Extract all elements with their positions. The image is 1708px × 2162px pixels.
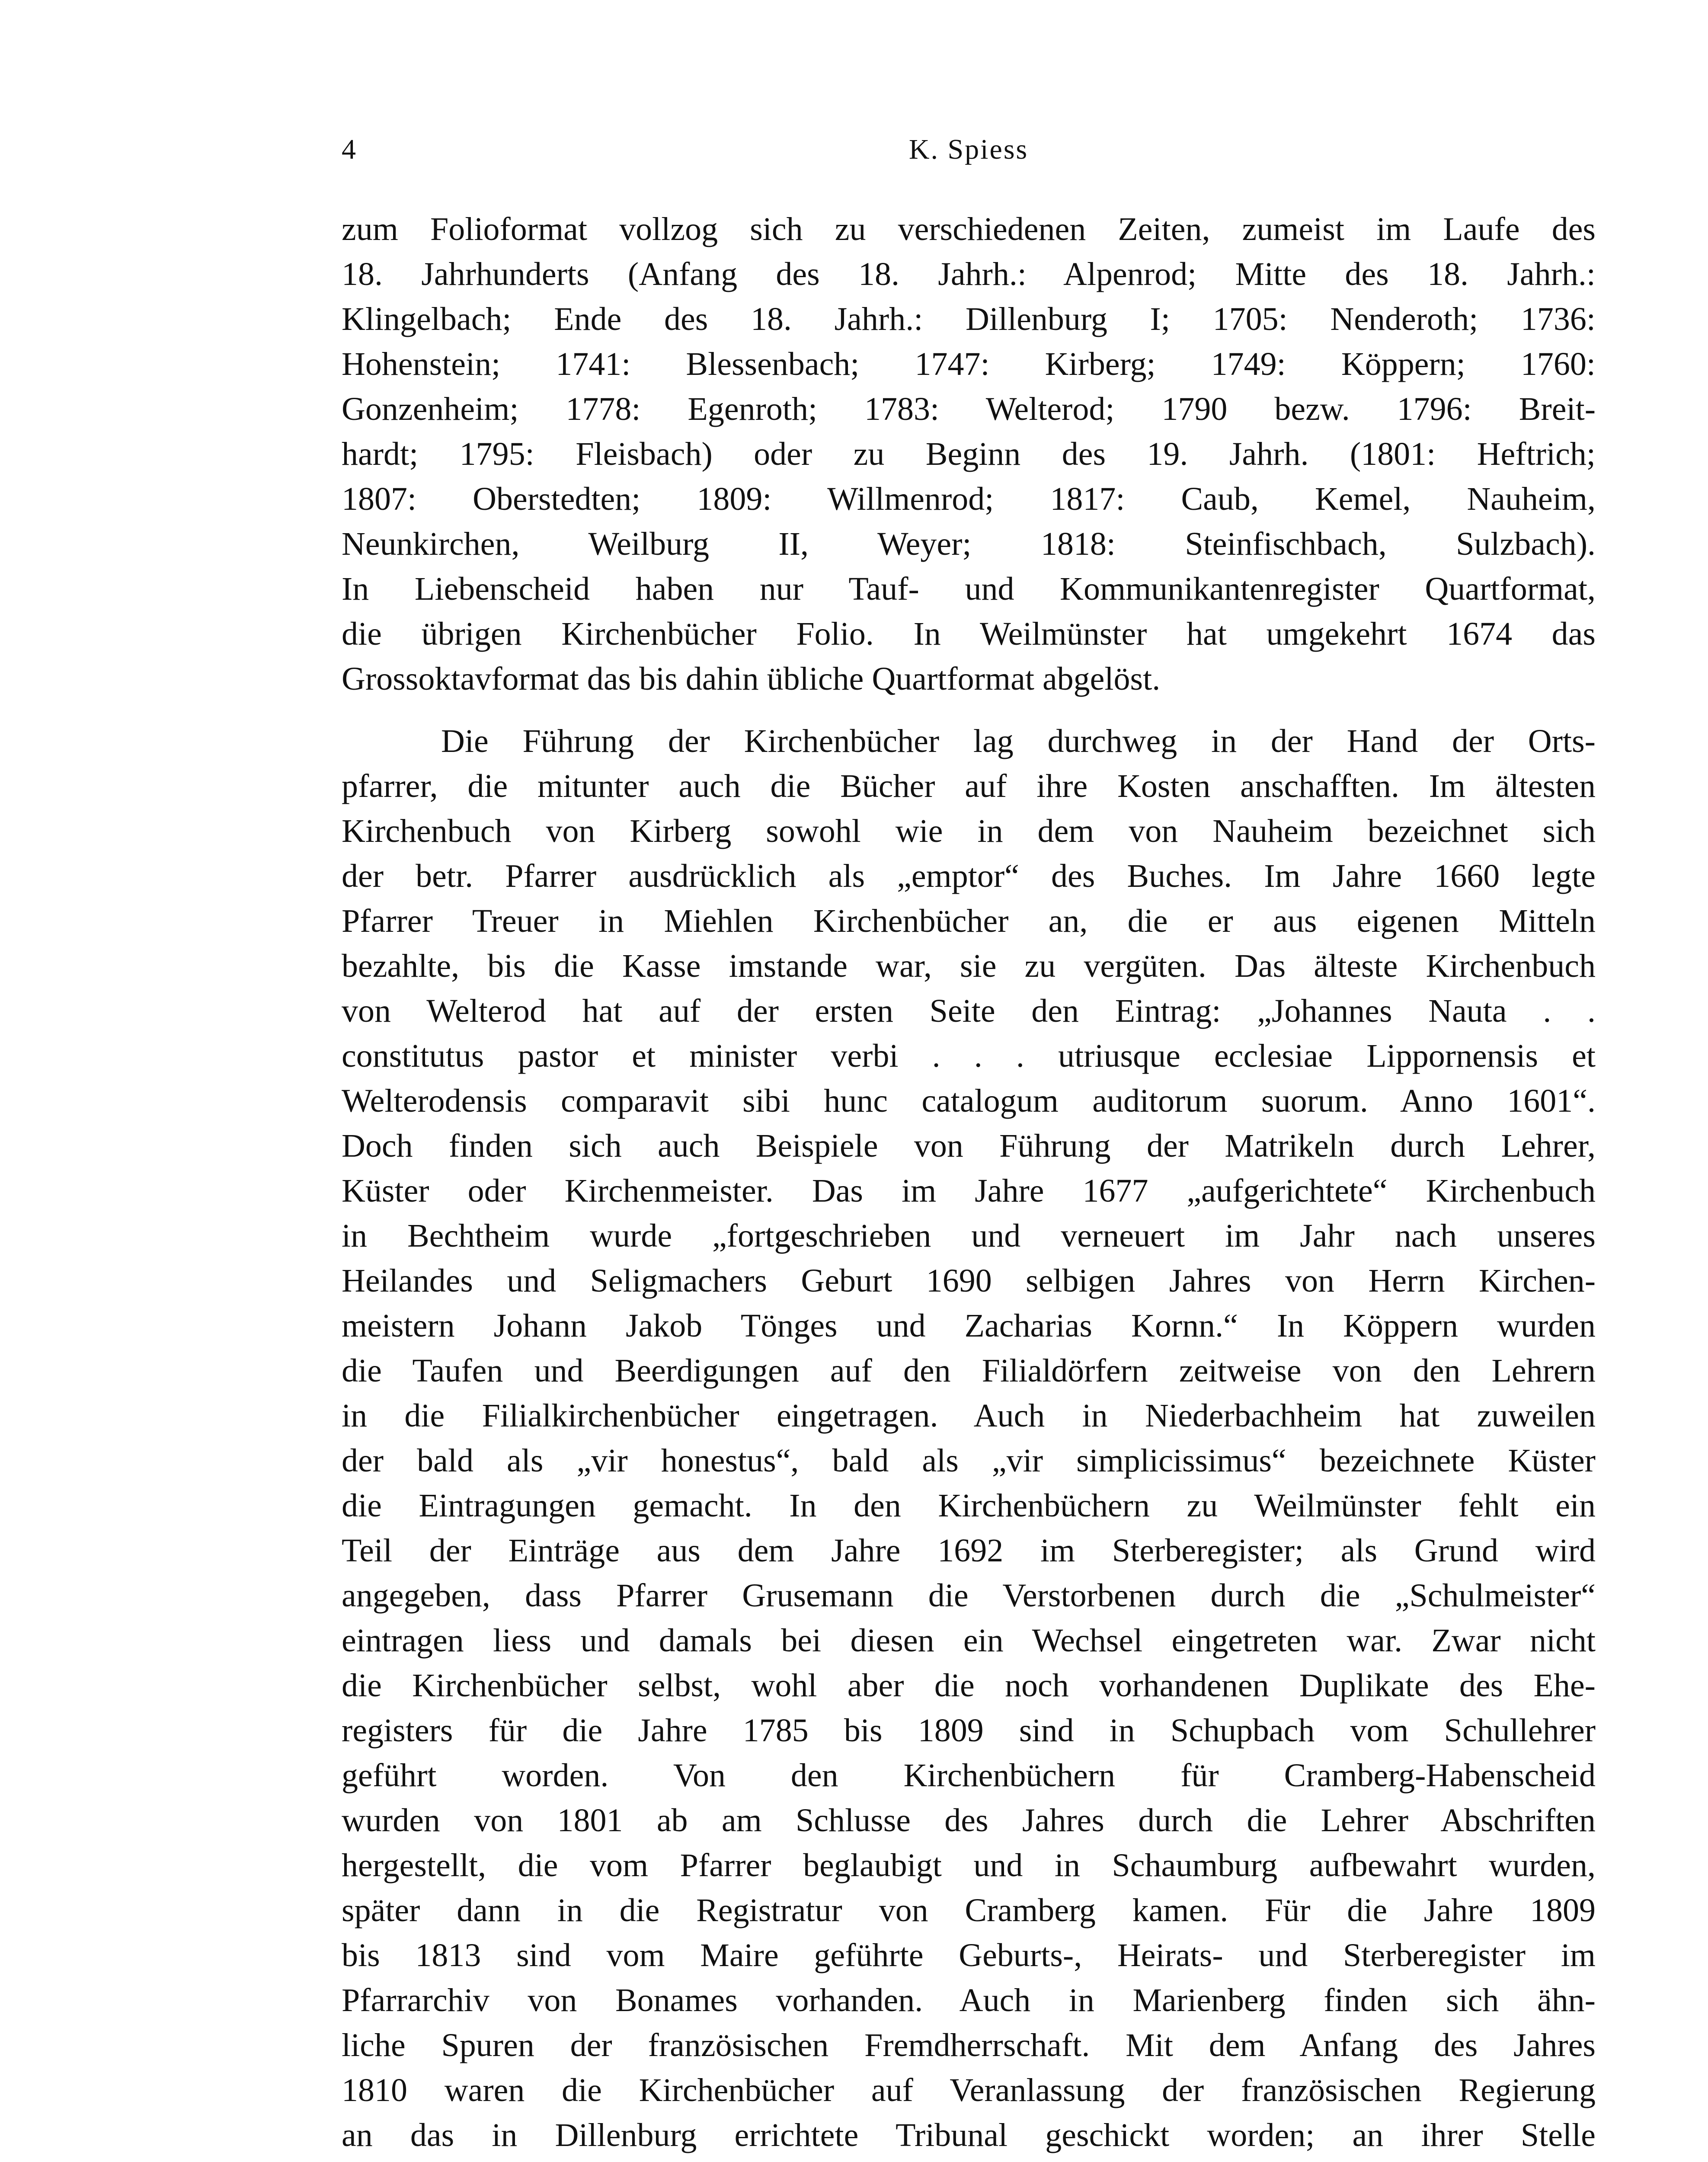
text-line: der betr. Pfarrer ausdrücklich als „emptor“ des Buches. Im Jahre 1660 legte: [342, 858, 1596, 894]
text-line: hergestellt, die vom Pfarrer beglaubigt und in Schaumburg aufbewahrt wurden,: [342, 1847, 1596, 1884]
text-line: die Taufen und Beerdigungen auf den Filialdörfern zeitweise von den Lehrern: [342, 1353, 1596, 1389]
text-line: wurden von 1801 ab am Schlusse des Jahres durch die Lehrer Abschriften: [342, 1802, 1596, 1839]
text-line: Gonzenheim; 1778: Egenroth; 1783: Welterod; 1790 bezw. 1796: Breit-: [342, 391, 1596, 427]
text-line: die Kirchenbücher selbst, wohl aber die noch vorhandenen Duplikate des Ehe-: [342, 1667, 1596, 1704]
text-line: in die Filialkirchenbücher eingetragen. Auch in Niederbachheim hat zuweilen: [342, 1398, 1596, 1434]
text-line: geführt worden. Von den Kirchenbüchern für Cramberg-Habenscheid: [342, 1757, 1596, 1794]
text-line: Teil der Einträge aus dem Jahre 1692 im Sterberegister; als Grund wird: [342, 1532, 1596, 1569]
text-line: Hohenstein; 1741: Blessenbach; 1747: Kirberg; 1749: Köppern; 1760:: [342, 346, 1596, 382]
text-line: Die Führung der Kirchenbücher lag durchweg in der Hand der Orts-: [441, 723, 1596, 759]
body-text: [342, 207, 1596, 2162]
paragraph: [342, 719, 1596, 2162]
text-line: eintragen liess und damals bei diesen ein Wechsel eingetreten war. Zwar nicht: [342, 1622, 1596, 1659]
text-line: Küster oder Kirchenmeister. Das im Jahre 1677 „aufgerichtete“ Kirchenbuch: [342, 1173, 1596, 1209]
text-line: registers für die Jahre 1785 bis 1809 sind in Schupbach vom Schullehrer: [342, 1712, 1596, 1749]
text-line: angegeben, dass Pfarrer Grusemann die Verstorbenen durch die „Schulmeister“: [342, 1577, 1596, 1614]
text-line: In Liebenscheid haben nur Tauf- und Kommunikantenregister Quartformat,: [342, 571, 1596, 607]
text-line: meistern Johann Jakob Tönges und Zacharias Kornn.“ In Köppern wurden: [342, 1308, 1596, 1344]
text-line: bis 1813 sind vom Maire geführte Geburts-, Heirats- und Sterberegister im: [342, 1937, 1596, 1973]
text-line: an das in Dillenburg errichtete Tribunal geschickt worden; an ihrer Stelle: [342, 2117, 1596, 2153]
text-line: pfarrer, die mitunter auch die Bücher auf ihre Kosten anschafften. Im ältesten: [342, 768, 1596, 804]
text-line: Grossoktavformat das bis dahin übliche Quartformat abgelöst.: [342, 661, 1161, 697]
text-line: constitutus pastor et minister verbi . . . utriusque ecclesiae Lippornensis et: [342, 1038, 1596, 1074]
text-line: 18. Jahrhunderts (Anfang des 18. Jahrh.: Alpenrod; Mitte des 18. Jahrh.:: [342, 256, 1596, 292]
text-line: 1807: Oberstedten; 1809: Willmenrod; 1817: Caub, Kemel, Nauheim,: [342, 481, 1596, 517]
text-line: die Eintragungen gemacht. In den Kirchenbüchern zu Weilmünster fehlt ein: [342, 1487, 1596, 1524]
text-line: in Bechtheim wurde „fortgeschrieben und verneuert im Jahr nach unseres: [342, 1218, 1596, 1254]
text-line: von Welterod hat auf der ersten Seite den Eintrag: „Johannes Nauta . .: [342, 993, 1596, 1029]
text-line: 1810 waren die Kirchenbücher auf Veranlassung der französischen Regierung: [342, 2072, 1596, 2108]
running-head: [342, 133, 1596, 172]
text-line: liche Spuren der französischen Fremdherrschaft. Mit dem Anfang des Jahres: [342, 2027, 1596, 2063]
text-line: die übrigen Kirchenbücher Folio. In Weilmünster hat umgekehrt 1674 das: [342, 616, 1596, 652]
paragraph: [342, 207, 1596, 701]
text-line: Heilandes und Seligmachers Geburt 1690 selbigen Jahres von Herrn Kirchen-: [342, 1263, 1596, 1299]
text-line: hardt; 1795: Fleisbach) oder zu Beginn des 19. Jahrh. (1801: Heftrich;: [342, 436, 1596, 472]
text-line: Klingelbach; Ende des 18. Jahrh.: Dillenburg I; 1705: Nenderoth; 1736:: [342, 301, 1596, 337]
text-line: Pfarrer Treuer in Miehlen Kirchenbücher an, die er aus eigenen Mitteln: [342, 903, 1596, 939]
text-line: Welterodensis comparavit sibi hunc catalogum auditorum suorum. Anno 1601“.: [342, 1083, 1596, 1119]
text-line: später dann in die Registratur von Cramberg kamen. Für die Jahre 1809: [342, 1892, 1596, 1929]
text-line: bezahlte, bis die Kasse imstande war, sie zu vergüten. Das älteste Kirchenbuch: [342, 948, 1596, 984]
text-line: [342, 2158, 1596, 2162]
text-line: Neunkirchen, Weilburg II, Weyer; 1818: Steinfischbach, Sulzbach).: [342, 526, 1596, 562]
text-line: Doch finden sich auch Beispiele von Führung der Matrikeln durch Lehrer,: [342, 1128, 1596, 1164]
page-number: 4: [342, 134, 356, 165]
text-line: Pfarrarchiv von Bonames vorhanden. Auch in Marienberg finden sich ähn-: [342, 1982, 1596, 2018]
text-line: Kirchenbuch von Kirberg sowohl wie in dem von Nauheim bezeichnet sich: [342, 813, 1596, 849]
text-line: der bald als „vir honestus“, bald als „vir simplicissimus“ bezeichnete Küster: [342, 1442, 1596, 1479]
text-line: zum Folioformat vollzog sich zu verschiedenen Zeiten, zumeist im Laufe des: [342, 211, 1596, 247]
running-title: K. Spiess: [908, 134, 1029, 165]
